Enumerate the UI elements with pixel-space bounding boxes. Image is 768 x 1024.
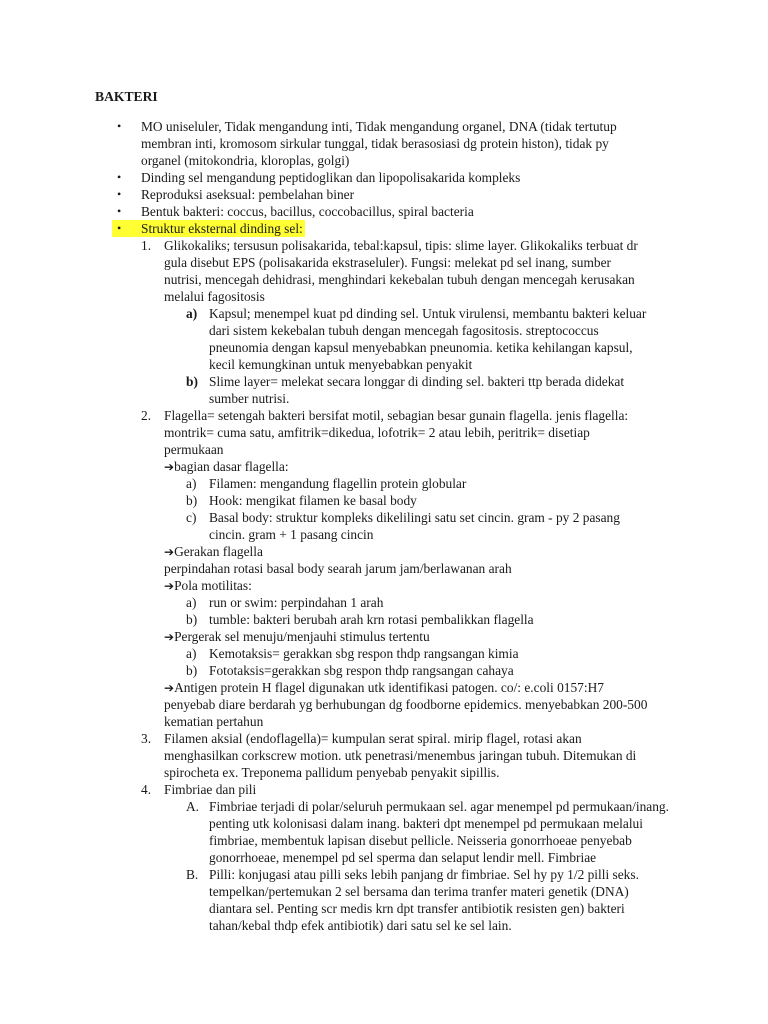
list-number: 3. — [141, 731, 152, 746]
list-line: melalui fagositosis — [164, 289, 265, 304]
bullet-marker: • — [117, 204, 122, 218]
list-number: 4. — [141, 782, 152, 797]
list-number: 2. — [141, 408, 152, 423]
document-title: BAKTERI — [95, 89, 158, 104]
arrow-text: Gerakan flagella — [174, 544, 263, 559]
list-line: Fimbriae dan pili — [164, 782, 257, 797]
list-line: perpindahan rotasi basal body searah jarum jam/berlawanan arah — [164, 561, 512, 576]
bullet-line-highlighted: Struktur eksternal dinding sel: — [141, 221, 303, 236]
sub-marker: b) — [186, 374, 198, 389]
bullet-line: membran inti, kromosom sirkular tunggal, tidak berasosiasi dg protein histon), tidak py — [141, 136, 609, 151]
sub-line: Fimbriae terjadi di polar/seluruh permukaan sel. agar menempel pd permukaan/inang. — [209, 799, 669, 814]
sub-line: diantara sel. Penting scr medis krn dpt transfer antibiotik resisten gen) bakteri — [209, 901, 625, 916]
list-line: Filamen aksial (endoflagella)= kumpulan serat spiral. mirip flagel, rotasi akan — [164, 731, 582, 746]
bullet-marker: • — [117, 170, 122, 184]
arrow-line — [164, 577, 252, 594]
arrow-line — [164, 628, 430, 645]
list-line: Flagella= setengah bakteri bersifat motil, sebagian besar gunain flagella. jenis flagella: — [164, 408, 629, 423]
bullet-line: Bentuk bakteri: coccus, bacillus, coccobacillus, spiral bacteria — [141, 204, 474, 219]
sub-marker: A. — [186, 799, 200, 814]
arrow-line — [164, 543, 263, 560]
sub-line: fimbriae, membentuk lapisan disebut pellicle. Neisseria gonorrhoeae penyebab — [209, 833, 632, 848]
bullet-marker: • — [117, 187, 122, 201]
sub-line: sumber nutrisi. — [209, 391, 290, 406]
sub-line: kecil kemungkinan untuk menyebabkan penyakit — [209, 357, 473, 372]
bullet-marker: • — [117, 221, 122, 235]
arrow-text: bagian dasar flagella: — [174, 459, 289, 474]
sub-line: Basal body: struktur kompleks dikelilingi satu set cincin. gram - py 2 pasang — [209, 510, 620, 525]
sub-line: run or swim: perpindahan 1 arah — [209, 595, 384, 610]
sub-line: Filamen: mengandung flagellin protein globular — [209, 476, 467, 491]
arrow-icon: ➔ — [164, 545, 175, 559]
sub-marker: b) — [186, 663, 198, 678]
bullet-line: organel (mitokondria, kloroplas, golgi) — [141, 153, 350, 168]
sub-line: tahan/kebal thdp efek antibiotik) dari satu sel ke sel lain. — [209, 918, 512, 933]
list-line: kematian pertahun — [164, 714, 264, 729]
sub-line: Kapsul; menempel kuat pd dinding sel. Untuk virulensi, membantu bakteri keluar — [209, 306, 647, 321]
list-line: nutrisi, mencegah dehidrasi, menghindari kekebalan tubuh dengan mencegah kerusakan — [164, 272, 635, 287]
sub-marker: b) — [186, 612, 198, 627]
arrow-icon: ➔ — [164, 579, 175, 593]
sub-marker: B. — [186, 867, 199, 882]
sub-marker: a) — [186, 646, 197, 661]
arrow-line — [164, 679, 604, 696]
list-line: spirocheta ex. Treponema pallidum penyebab penyakit sipillis. — [164, 765, 500, 780]
arrow-icon: ➔ — [164, 681, 175, 695]
sub-line: Slime layer= melekat secara longgar di dinding sel. bakteri ttp berada didekat — [209, 374, 625, 389]
arrow-icon: ➔ — [164, 460, 175, 474]
sub-line: Fototaksis=gerakkan sbg respon thdp rangsangan cahaya — [209, 663, 514, 678]
sub-line: Hook: mengikat filamen ke basal body — [209, 493, 417, 508]
sub-line: tempelkan/pertemukan 2 sel bersama dan terima tranfer materi genetik (DNA) — [209, 884, 629, 899]
list-line: gula disebut EPS (polisakarida ekstraseluler). Fungsi: melekat pd sel inang, sumber — [164, 255, 612, 270]
list-line: Glikokaliks; tersusun polisakarida, tebal:kapsul, tipis: slime layer. Glikokaliks terbuat dr — [164, 238, 638, 253]
bullet-line: Reproduksi aseksual: pembelahan biner — [141, 187, 355, 202]
sub-line: dari sistem kekebalan tubuh dengan mencegah fagositosis. streptococcus — [209, 323, 599, 338]
bullet-line: Dinding sel mengandung peptidoglikan dan lipopolisakarida kompleks — [141, 170, 521, 185]
sub-line: Pilli: konjugasi atau pilli seks lebih panjang dr fimbriae. Sel hy py 1/2 pilli seks. — [209, 867, 639, 882]
arrow-text: Pergerak sel menuju/menjauhi stimulus tertentu — [174, 629, 430, 644]
list-line: permukaan — [164, 442, 224, 457]
sub-line: tumble: bakteri berubah arah krn rotasi pembalikkan flagella — [209, 612, 534, 627]
arrow-text: Pola motilitas: — [174, 578, 252, 593]
sub-marker: b) — [186, 493, 198, 508]
list-number: 1. — [141, 238, 152, 253]
list-line: montrik= cuma satu, amfitrik=dikedua, lofotrik= 2 atau lebih, peritrik= disetiap — [164, 425, 590, 440]
sub-line: Kemotaksis= gerakkan sbg respon thdp rangsangan kimia — [209, 646, 519, 661]
bullet-marker: • — [117, 119, 122, 133]
sub-marker: c) — [186, 510, 197, 525]
sub-line: cincin. gram + 1 pasang cincin — [209, 527, 374, 542]
sub-marker: a) — [186, 595, 197, 610]
sub-marker: a) — [186, 306, 198, 321]
bullet-line: MO uniseluler, Tidak mengandung inti, Tidak mengandung organel, DNA (tidak tertutup — [141, 119, 617, 134]
sub-line: penting utk kolonisasi dalam inang. bakteri dpt menempel pd permukaan melalui — [209, 816, 643, 831]
arrow-text: Antigen protein H flagel digunakan utk identifikasi patogen. co/: e.coli 0157:H7 — [174, 680, 604, 695]
arrow-line — [164, 458, 289, 475]
sub-line: gonorrhoeae, menempel pd sel sperma dan selaput lendir mell. Fimbriae — [209, 850, 597, 865]
sub-line: pneunomia dengan kapsul menyebabkan pneunomia. ketika kehilangan kapsul, — [209, 340, 633, 355]
arrow-icon: ➔ — [164, 630, 175, 644]
list-line: penyebab diare berdarah yg berhubungan dg foodborne epidemics. menyebabkan 200-500 — [164, 697, 648, 712]
list-line: menghasilkan corkscrew motion. utk penetrasi/menembus jaringan tubuh. Ditemukan di — [164, 748, 637, 763]
sub-marker: a) — [186, 476, 197, 491]
